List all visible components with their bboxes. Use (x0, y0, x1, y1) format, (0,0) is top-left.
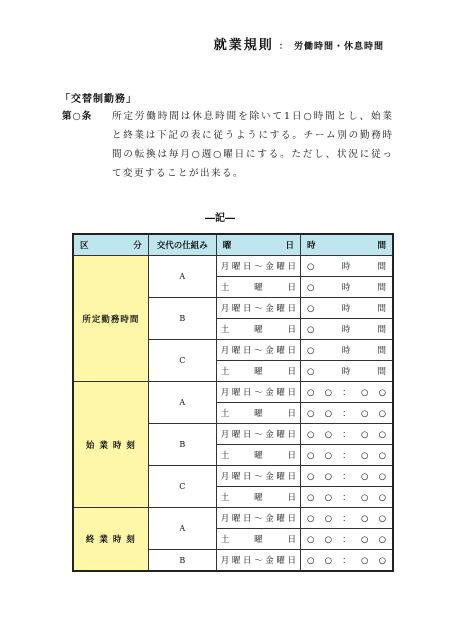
day-cell (216, 298, 300, 319)
day-cell (216, 529, 300, 550)
time-value: ○ 時 間 (307, 325, 386, 335)
time-value: ○ 時 間 (307, 262, 386, 272)
shift-table (72, 233, 394, 572)
category-cell: 始 業 時 刻 (73, 382, 148, 508)
document-header (214, 34, 384, 53)
team-cell: B (148, 298, 216, 340)
day-cell (216, 319, 300, 340)
day-label: 土 曜 日 (220, 535, 296, 545)
team-cell: A (148, 256, 216, 298)
day-cell (216, 277, 300, 298)
time-cell (301, 319, 394, 340)
day-cell (216, 403, 300, 424)
time-value: ○ ○ ： ○ ○ (307, 472, 386, 482)
header-day-left: 曜 (222, 241, 232, 251)
time-cell (301, 550, 394, 572)
day-cell (216, 508, 300, 529)
time-cell (301, 466, 394, 487)
category-cell: 終 業 時 刻 (73, 508, 148, 572)
day-cell (216, 466, 300, 487)
time-value: ○ 時 間 (307, 304, 386, 314)
ki-label: ―記― (205, 213, 235, 224)
day-label: 月曜日～金曜日 (220, 304, 296, 314)
article-line: と終業は下記の表に従うようにする。チーム別の勤務時 (112, 130, 392, 141)
time-cell (301, 256, 394, 277)
day-label: 月曜日～金曜日 (220, 430, 296, 440)
table-row (73, 382, 393, 403)
header-category-right: 分 (133, 241, 142, 251)
header-time (301, 234, 394, 256)
time-cell (301, 382, 394, 403)
day-label: 土 曜 日 (220, 451, 296, 461)
time-cell (301, 424, 394, 445)
day-label: 土 曜 日 (220, 409, 296, 419)
time-value: ○ ○ ： ○ ○ (307, 535, 386, 545)
header-time-left: 時 (307, 241, 316, 251)
team-cell: B (148, 424, 216, 466)
time-value: ○ ○ ： ○ ○ (307, 388, 386, 398)
team-cell: C (148, 466, 216, 508)
table-header-row (73, 234, 393, 256)
document-title: 就業規則 (213, 38, 274, 53)
team-cell: A (148, 382, 216, 424)
time-cell (301, 529, 394, 550)
header-system (148, 234, 216, 256)
day-cell (216, 340, 300, 361)
article-number: 第○条 (62, 111, 93, 122)
day-label: 月曜日～金曜日 (220, 472, 296, 482)
day-label: 土 曜 日 (220, 325, 296, 335)
time-value: ○ 時 間 (307, 367, 386, 377)
table-row (73, 256, 393, 277)
day-label: 土 曜 日 (220, 493, 296, 503)
article-line: 所定労働時間は休息時間を除いて1日○時間とし、始業 (112, 111, 392, 122)
time-value: ○ 時 間 (307, 346, 386, 356)
day-cell (216, 424, 300, 445)
time-value: ○ 時 間 (307, 283, 386, 293)
time-value: ○ ○ ： ○ ○ (307, 430, 386, 440)
time-value: ○ ○ ： ○ ○ (307, 451, 386, 461)
time-cell (301, 403, 394, 424)
day-label: 月曜日～金曜日 (220, 346, 296, 356)
header-time-right: 間 (377, 241, 386, 251)
team-cell: C (148, 340, 216, 382)
header-day-right: 日 (285, 241, 294, 251)
day-cell (216, 361, 300, 382)
article-line: 間の転換は毎月○週○曜日にする。ただし、状況に従っ (112, 149, 392, 160)
time-cell (301, 340, 394, 361)
day-label: 月曜日～金曜日 (220, 388, 296, 398)
day-label: 土 曜 日 (220, 283, 296, 293)
time-cell (301, 361, 394, 382)
section-heading: 「交替制勤務」 (60, 94, 137, 105)
time-cell (301, 298, 394, 319)
day-label: 月曜日～金曜日 (220, 556, 296, 566)
table-row (73, 508, 393, 529)
time-cell (301, 508, 394, 529)
day-label: 月曜日～金曜日 (220, 514, 296, 524)
day-cell (216, 256, 300, 277)
time-value: ○ ○ ： ○ ○ (307, 514, 386, 524)
article-line: て変更することが出来る。 (112, 168, 245, 179)
day-cell (216, 445, 300, 466)
header-category-left: 区 (80, 241, 89, 251)
document-subtitle: 労働時間・休息時間 (293, 42, 384, 52)
team-cell: A (148, 508, 216, 550)
team-cell: B (148, 550, 216, 572)
time-cell (301, 445, 394, 466)
time-cell (301, 277, 394, 298)
header-category (73, 234, 148, 256)
time-value: ○ ○ ： ○ ○ (307, 409, 386, 419)
day-label: 月曜日～金曜日 (220, 262, 296, 272)
time-value: ○ ○ ： ○ ○ (307, 493, 386, 503)
title-separator: ： (278, 42, 289, 52)
day-cell (216, 487, 300, 508)
day-label: 土 曜 日 (220, 367, 296, 377)
day-cell (216, 550, 300, 572)
time-value: ○ ○ ： ○ ○ (307, 556, 386, 566)
time-cell (301, 487, 394, 508)
header-day (216, 234, 300, 256)
day-cell (216, 382, 300, 403)
header-system-label: 交代の仕組み (156, 241, 208, 251)
category-cell: 所定勤務時間 (73, 256, 148, 382)
